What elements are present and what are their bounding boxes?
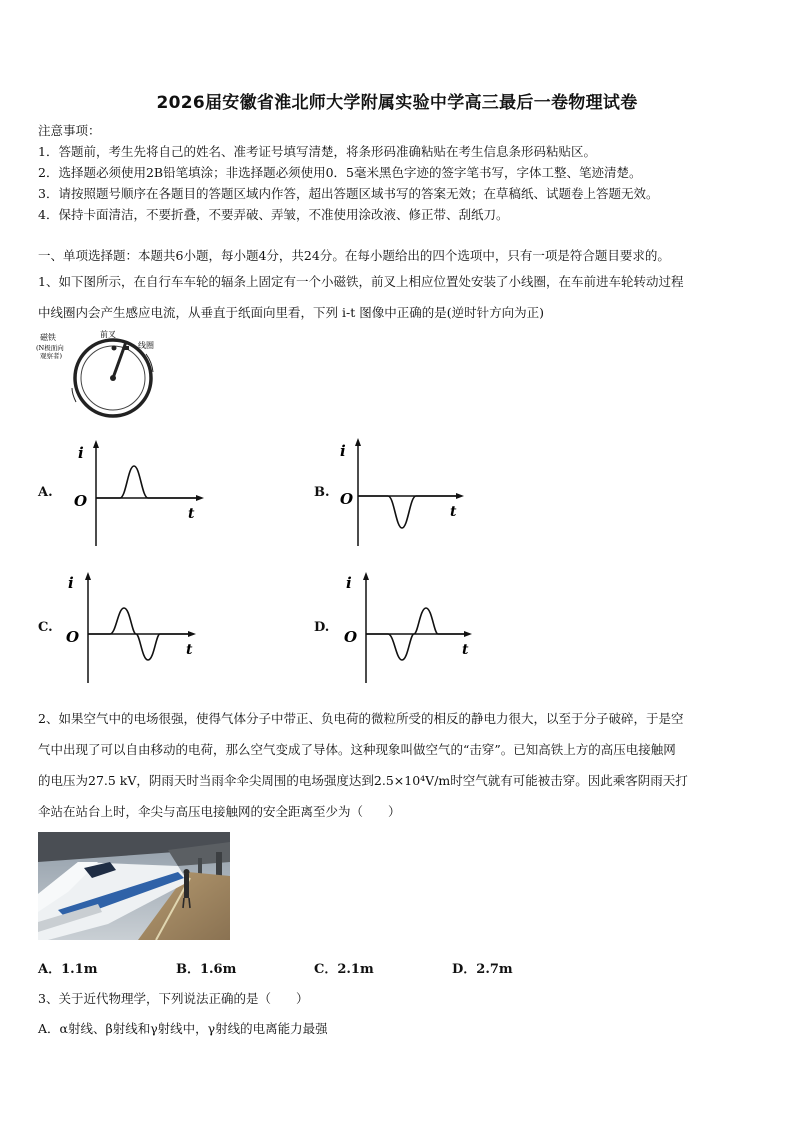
axis-o-c: O <box>66 628 80 646</box>
q1-option-d-label: D. <box>314 620 330 635</box>
q3-stem: 3、关于近代物理学，下列说法正确的是（ ） <box>38 991 309 1006</box>
axis-o-d: O <box>344 628 358 646</box>
q1-option-b-label: B. <box>314 485 330 500</box>
q1-graph-a <box>68 438 208 548</box>
current-curve-b <box>358 496 456 528</box>
q1-option-c-label: C. <box>38 620 53 635</box>
notice-item-1: 1．答题前，考生先将自己的姓名、准考证号填写清楚，将条形码准确粘贴在考生信息条形码粘贴区。 <box>38 144 596 159</box>
notice-item-2: 2．选择题必须使用2B铅笔填涂；非选择题必须使用0．5毫米黑色字迹的签字笔书写，字体工整、笔迹清楚。 <box>38 165 642 180</box>
notice-item-4: 4．保持卡面清洁，不要折叠，不要弄破、弄皱，不准使用涂改液、修正带、刮纸刀。 <box>38 207 509 222</box>
wheel-hub <box>110 375 116 381</box>
q1-option-a-label: A. <box>38 485 53 500</box>
axis-i-c: i <box>68 574 74 592</box>
q1-graph-b <box>332 436 472 548</box>
page-title: 2026届安徽省淮北师大学附属实验中学高三最后一卷物理试卷 <box>156 93 638 113</box>
axis-i-a: i <box>78 444 84 462</box>
q1-stem-line1: 1、如下图所示，在自行车车轮的辐条上固定有一个小磁铁，前叉上相应位置处安装了小线圈，在车前进车轮转动过程 <box>38 274 684 289</box>
coil-mark <box>124 346 129 350</box>
axis-t-a: t <box>188 506 195 522</box>
q2-option-a: A．1.1m <box>38 962 98 977</box>
notice-item-3: 3．请按照题号顺序在各题目的答题区域内作答，超出答题区域书写的答案无效；在草稿纸、试题卷上答题无效。 <box>38 186 659 201</box>
axis-o-b: O <box>340 490 354 508</box>
q1-stem-line2: 中线圈内会产生感应电流，从垂直于纸面向里看，下列 i-t 图像中正确的是(逆时针方向为正) <box>38 305 544 320</box>
axis-t-d: t <box>462 642 469 658</box>
magnet-label: 磁铁 <box>40 333 56 342</box>
magnet-note-2: 观察者) <box>40 352 63 360</box>
q2-stem-line1: 2、如果空气中的电场很强，使得气体分子中带正、负电荷的微粒所受的相反的静电力很大，以至于分子破碎，于是空 <box>38 711 684 726</box>
axis-i-d: i <box>346 574 352 592</box>
q2-option-b: B．1.6m <box>176 962 237 977</box>
q2-stem-line2: 气中出现了可以自由移动的电荷，那么空气变成了导体。这种现象叫做空气的“击穿”。已知高铁上方的高压电接触网 <box>38 742 676 757</box>
notice-heading: 注意事项： <box>38 123 101 138</box>
coil-label: 线圈 <box>138 341 154 350</box>
axis-t-c: t <box>186 642 193 658</box>
q3-option-a: A．α射线、β射线和γ射线中，γ射线的电离能力最强 <box>38 1021 328 1036</box>
current-curve-d <box>366 608 464 660</box>
axis-i-b: i <box>340 442 346 460</box>
q1-graph-c <box>62 570 202 685</box>
q2-stem-line3: 的电压为27.5 kV，阴雨天时当雨伞伞尖周围的电场强度达到2.5×10⁴V/m时空气就有可能被击穿。因此乘客阴雨天打 <box>38 773 688 788</box>
current-curve-a <box>96 466 196 498</box>
q2-option-d: D．2.7m <box>452 962 513 977</box>
axis-t-b: t <box>450 504 457 520</box>
bicycle-wheel-diagram <box>36 328 166 424</box>
magnet-note-1: (N极面向 <box>36 344 64 352</box>
fork-label: 前叉 <box>100 330 116 339</box>
magnet-mark <box>112 346 117 351</box>
axis-o-a: O <box>74 492 88 510</box>
section-heading: 一、单项选择题：本题共6小题，每小题4分，共24分。在每小题给出的四个选项中，只有一项是符合题目要求的。 <box>38 248 670 263</box>
q2-stem-line4: 伞站在站台上时，伞尖与高压电接触网的安全距离至少为（ ） <box>38 804 401 819</box>
q2-option-c: C．2.1m <box>314 962 374 977</box>
q1-graph-d <box>340 570 480 685</box>
high-speed-train-photo <box>38 832 230 940</box>
